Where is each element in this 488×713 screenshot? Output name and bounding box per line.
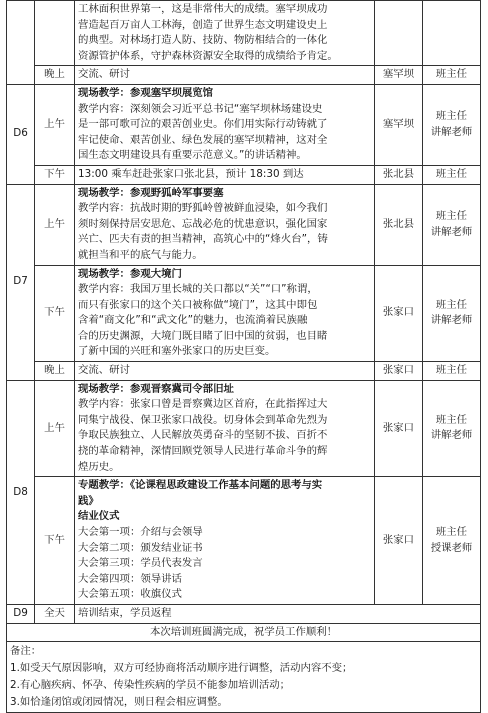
activity-title: 践》 <box>78 494 99 507</box>
location-label: 张家口 <box>375 380 423 477</box>
activity-text: 交流、研讨 <box>75 66 375 85</box>
d6-afternoon-row <box>7 165 481 184</box>
content-line: 同集宁战役、保卫张家口战役。切身体会到革命先烈为 <box>78 413 328 426</box>
ceremony-item: 大会第四项：领导讲话 <box>78 572 182 585</box>
staff-label: 班主任 <box>435 209 468 222</box>
content-line: 须时刻保持居安思危、忘战必危的忧患意识，强化国家 <box>78 217 328 230</box>
activity-text: 培训结束，学员返程 <box>75 604 481 623</box>
d8-afternoon-row <box>7 477 481 605</box>
content-line: 牢记使命、艰苦创业、绿色发展的塞罕坝精神，这对全 <box>78 133 328 146</box>
location-label: 张北县 <box>375 165 423 184</box>
content-line: 营造起百万亩人工林海，创造了世界生态文明建设史上 <box>78 18 328 31</box>
d5-tail-row <box>7 1 481 66</box>
staff-label: 班主任 <box>435 298 468 311</box>
d7-morning-row <box>7 184 481 265</box>
content-line: 教学内容：深刻领会习近平总书记“塞罕坝林场建设史 <box>78 102 323 115</box>
content-line: 工林面积世界第一，这是非常伟大的成绩。塞罕坝成功 <box>78 3 328 15</box>
content-line: 兴亡、匹夫有责的担当精神，高筑心中的“烽火台”，铸 <box>78 233 328 246</box>
period-label: 全天 <box>35 604 75 623</box>
note-item: 3.如恰逢闭馆或闭园情况，则日程会相应调整。 <box>10 696 228 709</box>
staff-cell <box>423 265 481 362</box>
note-item: 1.如受天气原因影响，双方可经协商将活动顺序进行调整，活动内容不变； <box>10 662 353 675</box>
location-label: 塞罕坝 <box>375 84 423 165</box>
notes-row <box>7 642 481 713</box>
location-label: 张家口 <box>375 362 423 381</box>
period-label: 晚上 <box>35 66 75 85</box>
staff-cell <box>423 477 481 605</box>
d7-afternoon-row <box>7 265 481 362</box>
location-label: 张家口 <box>375 477 423 605</box>
ceremony-item: 大会第一项：介绍与会领导 <box>78 526 203 538</box>
activity-cell <box>75 380 375 477</box>
staff-label: 班主任 <box>435 526 468 538</box>
activity-text: 13:00 乘车赶赴张家口张北县，预计 18:30 到达 <box>75 165 375 184</box>
content-line: 合的历史渊源，大境门既目睹了旧中国的贫弱，也目睹 <box>78 329 328 342</box>
activity-title: 现场教学：参观晋察冀司令部旧址 <box>78 382 234 395</box>
day-label: D8 <box>7 380 35 604</box>
activity-cell <box>75 184 375 265</box>
activity-title: 现场教学：参观野狐岭军事要塞 <box>78 186 224 199</box>
location-label: 张北县 <box>375 184 423 265</box>
note-item: 2.有心脑疾病、怀孕、传染性疾病的学员不能参加培训活动； <box>10 679 291 692</box>
content-line: 资源管护体系，守护森林资源安全取得的成绩给予肯定。 <box>78 49 338 62</box>
activity-title: 专题教学：《论课程思政建设工作基本问题的思考与实 <box>78 479 323 492</box>
period-label: 上午 <box>35 84 75 165</box>
day-label: D9 <box>7 604 35 623</box>
content-line: 就担当和平的底气与能力。 <box>78 248 203 261</box>
ceremony-item: 大会第五项：收旗仪式 <box>78 588 182 601</box>
staff-cell <box>423 380 481 477</box>
d5-evening-row <box>7 66 481 85</box>
activity-title: 现场教学：参观塞罕坝展览馆 <box>78 86 214 99</box>
ceremony-item: 大会第三项：学员代表发言 <box>78 557 203 570</box>
day-label: D7 <box>7 184 35 380</box>
activity-cell <box>75 265 375 362</box>
staff-cell <box>423 84 481 165</box>
staff-label: 讲解老师 <box>430 429 473 442</box>
activity-title: 现场教学：参观大境门 <box>78 267 182 280</box>
d8-morning-row <box>7 380 481 477</box>
content-line: 的典型。对林场打造人防、技防、物防相结合的一体化 <box>78 34 328 47</box>
content-line: 争取民族独立、人民解放英勇奋斗的坚韧不拔、百折不 <box>78 429 328 442</box>
staff-label: 班主任 <box>423 165 481 184</box>
day-label: D6 <box>7 84 35 184</box>
content-line: 教学内容：我国万里长城的关口都以“关”“口”称谓， <box>78 283 318 296</box>
staff-label: 班主任 <box>435 110 468 123</box>
d7-evening-row <box>7 362 481 381</box>
activity-cell <box>75 477 375 605</box>
location-label: 塞罕坝 <box>375 66 423 85</box>
d6-morning-row <box>7 84 481 165</box>
d5-location-cell <box>375 1 423 66</box>
location-label: 张家口 <box>375 265 423 362</box>
activity-cell <box>75 84 375 165</box>
period-label: 上午 <box>35 184 75 265</box>
d5-content-cell <box>75 1 375 66</box>
closing-row <box>7 623 481 642</box>
d5-staff-cell <box>423 1 481 66</box>
schedule-table <box>6 0 481 713</box>
notes-title: 备注： <box>10 645 42 658</box>
staff-label: 班主任 <box>435 413 468 426</box>
notes-cell <box>7 642 481 713</box>
staff-label: 讲解老师 <box>430 314 473 327</box>
content-line: 含着“商文化”和“武文化”的魅力，也流淌着民族融 <box>78 314 308 327</box>
d9-row <box>7 604 481 623</box>
period-label: 下午 <box>35 477 75 605</box>
content-line: 教学内容：抗战时期的野狐岭曾被鲜血浸染，如今我们 <box>78 202 328 215</box>
content-line: 教学内容：张家口曾是晋察冀边区首府，在此指挥过大 <box>78 398 328 411</box>
staff-label: 讲解老师 <box>430 225 473 238</box>
ceremony-item: 大会第二项：颁发结业证书 <box>78 541 203 554</box>
staff-label: 讲解老师 <box>430 125 473 138</box>
staff-cell <box>423 184 481 265</box>
ceremony-title: 结业仪式 <box>78 510 120 523</box>
content-line: 挠的革命精神，深情回顾党领导人民进行革命斗争的辉 <box>78 445 328 458</box>
period-label: 晚上 <box>35 362 75 381</box>
staff-label: 班主任 <box>423 66 481 85</box>
closing-message: 本次培训班圆满完成，祝学员工作顺利！ <box>7 623 481 642</box>
period-label: 上午 <box>35 380 75 477</box>
content-line: 煌历史。 <box>78 460 120 473</box>
content-line: 国生态文明建设具有重要示范意义。”的讲话精神。 <box>78 149 307 162</box>
d5-period-cell <box>35 1 75 66</box>
content-line: 而只有张家口的这个关口被称做“境门”，这其中即包 <box>78 298 318 311</box>
staff-label: 班主任 <box>423 362 481 381</box>
activity-text: 交流、研讨 <box>75 362 375 381</box>
content-line: 是一部可歌可泣的艰苦创业史。你们用实际行动铸就了 <box>78 118 328 131</box>
period-label: 下午 <box>35 265 75 362</box>
d5-day-cell <box>7 1 35 85</box>
staff-label: 授课老师 <box>430 541 473 554</box>
content-line: 了新中国的兴旺和塞外张家口的历史巨变。 <box>78 345 276 358</box>
period-label: 下午 <box>35 165 75 184</box>
